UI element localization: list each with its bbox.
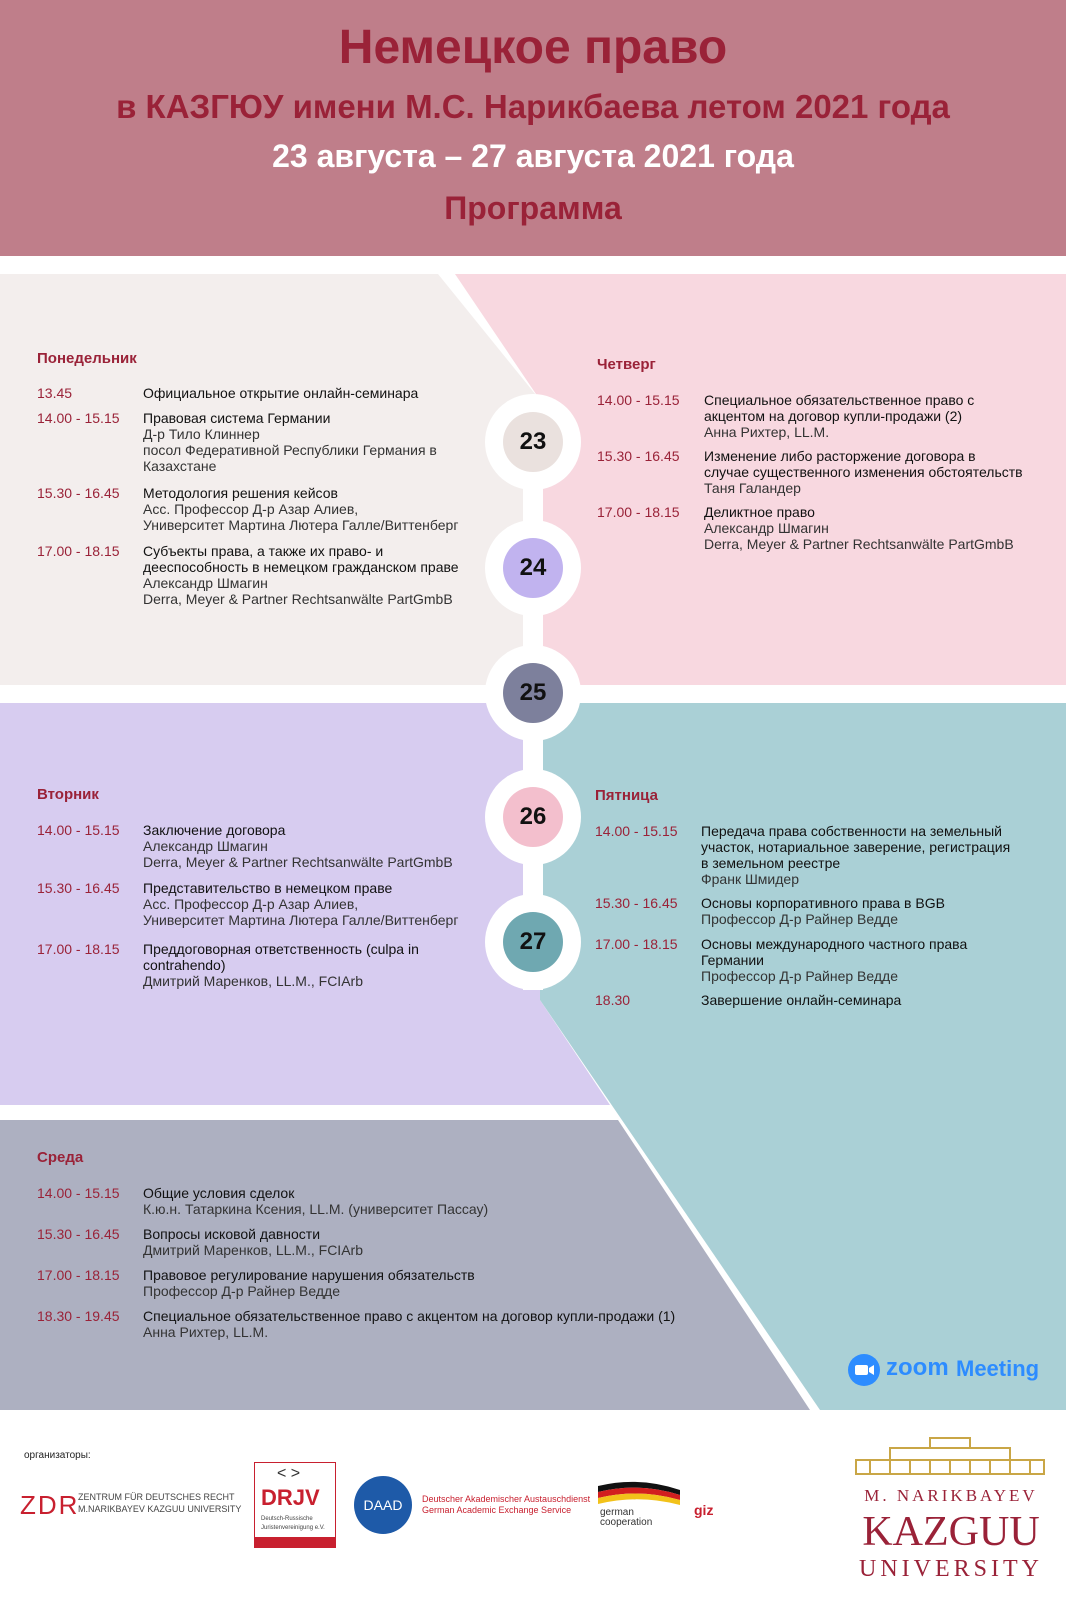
- german-flag-wave-icon: [596, 1478, 682, 1508]
- session-info: [701, 992, 1061, 1008]
- zoom-word: zoom: [886, 1354, 949, 1381]
- session-time: 17.00 - 18.15: [597, 504, 680, 520]
- daad-line2: German Academic Exchange Service: [422, 1505, 572, 1515]
- session-title: Завершение онлайн-семинара: [701, 992, 902, 1008]
- zoom-meeting-word: Meeting: [956, 1356, 1040, 1381]
- day-number-23: 23: [503, 412, 563, 472]
- day-number-27: 27: [503, 912, 563, 972]
- timeline-circle-25: [485, 645, 581, 741]
- session-time: 14.00 - 15.15: [37, 1185, 120, 1201]
- session-time: 17.00 - 18.15: [595, 936, 678, 952]
- session-title: Специальное обязательственное право с акцентом на договор купли-продажи (2): [704, 392, 975, 424]
- session-speaker: Александр Шмагин Derra, Meyer & Partner Rechtsanwälte PartGmbB: [704, 520, 1014, 552]
- giz-mark: giz: [694, 1502, 714, 1518]
- drjv-line1: Deutsch-Russische: [261, 1516, 313, 1522]
- session-title: Преддоговорная ответственность (culpa in contrahendo): [143, 941, 419, 973]
- session-title: Субъекты права, а также их право- и дееспособность в немецком гражданском праве: [143, 543, 459, 575]
- page-title: Немецкое право: [338, 21, 728, 74]
- session-info: [143, 1267, 763, 1299]
- german-cooperation-logo: [596, 1478, 684, 1538]
- session-title: Представительство в немецком праве: [143, 880, 393, 896]
- kazguu-line3: UNIVERSITY: [859, 1556, 1043, 1582]
- session-speaker: Дмитрий Маренков, LL.M., FCIArb: [143, 973, 363, 989]
- session-time: 14.00 - 15.15: [597, 392, 680, 408]
- university-building-icon: [850, 1432, 1050, 1478]
- session-time: 15.30 - 16.45: [37, 880, 120, 896]
- session-speaker: Профессор Д-р Райнер Ведде: [143, 1283, 340, 1299]
- day-heading-monday: Понедельник: [37, 350, 137, 367]
- session-info: [143, 1226, 763, 1258]
- session-title: Официальное открытие онлайн-семинара: [143, 385, 419, 401]
- zoom-camera-icon: [848, 1354, 880, 1386]
- session-title: Основы корпоративного права в BGB: [701, 895, 945, 911]
- daad-line1: Deutscher Akademischer Austauschdienst: [422, 1494, 591, 1504]
- german-coop-line2: cooperation: [600, 1517, 653, 1528]
- session-time: 15.30 - 16.45: [37, 485, 120, 501]
- daad-logo: [354, 1476, 594, 1536]
- page-subtitle: в КАЗГЮУ имени М.С. Нарикбаева летом 2021 года: [116, 88, 950, 125]
- session-info: [143, 543, 493, 607]
- session-info: [701, 895, 1061, 927]
- session-time: 14.00 - 15.15: [37, 822, 120, 838]
- session-info: [704, 392, 1054, 440]
- session-speaker: Франк Шмидер: [701, 871, 799, 887]
- day-heading-thursday: Четверг: [597, 356, 656, 373]
- timeline-circle-23: [485, 394, 581, 490]
- program-heading: Программа: [444, 190, 622, 226]
- session-info: [143, 410, 493, 474]
- session-speaker: Анна Рихтер, LL.M.: [143, 1324, 269, 1340]
- session-title: Деликтное право: [704, 504, 815, 520]
- drjv-logo: [254, 1462, 336, 1548]
- session-title: Передача права собственности на земельный участок, нотариальное заверение, регистрация в земельном реестре: [701, 823, 1011, 871]
- session-speaker: Александр Шмагин Derra, Meyer & Partner Rechtsanwälte PartGmbB: [143, 838, 453, 870]
- session-info: [143, 1308, 783, 1340]
- session-time: 15.30 - 16.45: [597, 448, 680, 464]
- session-title: Специальное обязательственное право с акцентом на договор купли-продажи (1): [143, 1308, 676, 1324]
- session-speaker: Профессор Д-р Райнер Ведде: [701, 911, 898, 927]
- session-time: 18.30 - 19.45: [37, 1308, 120, 1324]
- day-heading-tuesday: Вторник: [37, 786, 99, 803]
- code-brackets-icon: < >: [277, 1465, 301, 1482]
- kazguu-university-logo: [846, 1432, 1056, 1592]
- timeline-circle-26: [485, 769, 581, 865]
- session-info: [701, 823, 1061, 887]
- session-title: Общие условия сделок: [143, 1185, 295, 1201]
- event-dates: 23 августа – 27 августа 2021 года: [272, 138, 794, 174]
- timeline-circle-27: [485, 894, 581, 990]
- session-time: 14.00 - 15.15: [37, 410, 120, 426]
- session-time: 17.00 - 18.15: [37, 543, 120, 559]
- session-time: 14.00 - 15.15: [595, 823, 678, 839]
- day-number-25: 25: [503, 663, 563, 723]
- zdr-logo: [20, 1488, 245, 1524]
- day-heading-wednesday: Среда: [37, 1149, 84, 1166]
- session-info: [143, 880, 493, 928]
- monday-panel: [0, 274, 540, 685]
- session-speaker: Анна Рихтер, LL.M.: [704, 424, 830, 440]
- session-info: [143, 1185, 763, 1217]
- session-speaker: К.ю.н. Татаркина Ксения, LL.M. (университет Пассау): [143, 1201, 489, 1217]
- session-time: 17.00 - 18.15: [37, 1267, 120, 1283]
- session-speaker: Дмитрий Маренков, LL.M., FCIArb: [143, 1242, 363, 1258]
- session-title: Заключение договора: [143, 822, 286, 838]
- session-title: Правовая система Германии: [143, 410, 331, 426]
- session-title: Правовое регулирование нарушения обязательств: [143, 1267, 475, 1283]
- zoom-meeting-logo: [848, 1352, 1058, 1388]
- session-time: 13.45: [37, 385, 73, 401]
- day-number-24: 24: [503, 538, 563, 598]
- session-time: 15.30 - 16.45: [37, 1226, 120, 1242]
- session-info: [143, 822, 493, 870]
- session-speaker: Асс. Профессор Д-р Азар Алиев, Университет Мартина Лютера Галле/Виттенберг: [143, 896, 459, 928]
- zdr-line1: ZENTRUM FÜR DEUTSCHES RECHT: [78, 1492, 235, 1502]
- session-title: Методология решения кейсов: [143, 485, 338, 501]
- german-coop-line1: german: [600, 1507, 634, 1518]
- organizers-label: организаторы:: [24, 1450, 91, 1461]
- session-info: [143, 941, 493, 989]
- session-info: [143, 485, 493, 533]
- session-speaker: Д-р Тило Клиннер посол Федеративной Республики Германия в Казахстане: [143, 426, 437, 474]
- drjv-line2: Juristenvereinigung e.V.: [261, 1525, 325, 1531]
- day-heading-friday: Пятница: [595, 787, 658, 804]
- drjv-red-bar: [255, 1537, 335, 1547]
- session-title: Основы международного частного права Германии: [701, 936, 968, 968]
- zdr-line2: M.NARIKBAYEV KAZGUU UNIVERSITY: [78, 1504, 242, 1514]
- session-time: 17.00 - 18.15: [37, 941, 120, 957]
- session-title: Вопросы исковой давности: [143, 1226, 321, 1242]
- giz-logo: [694, 1494, 754, 1524]
- session-speaker: Профессор Д-р Райнер Ведде: [701, 968, 898, 984]
- session-time: 18.30: [595, 992, 631, 1008]
- session-info: [701, 936, 1061, 984]
- session-speaker: Асс. Профессор Д-р Азар Алиев, Университет Мартина Лютера Галле/Виттенберг: [143, 501, 459, 533]
- kazguu-line1: M. NARIKBAYEV: [864, 1486, 1038, 1505]
- daad-mark: DAAD: [354, 1476, 412, 1534]
- kazguu-line2: KAZGUU: [862, 1509, 1040, 1555]
- session-info: [704, 504, 1054, 552]
- session-info: [704, 448, 1054, 496]
- zdr-mark: ZDR: [20, 1490, 80, 1520]
- drjv-mark: DRJV: [261, 1485, 320, 1510]
- session-speaker: Александр Шмагин Derra, Meyer & Partner Rechtsanwälte PartGmbB: [143, 575, 453, 607]
- timeline-circle-24: [485, 520, 581, 616]
- session-speaker: Таня Галандер: [704, 480, 801, 496]
- session-title: Изменение либо расторжение договора в случае существенного изменения обстоятельств: [704, 448, 1023, 480]
- day-number-26: 26: [503, 787, 563, 847]
- session-info: [143, 385, 493, 401]
- session-time: 15.30 - 16.45: [595, 895, 678, 911]
